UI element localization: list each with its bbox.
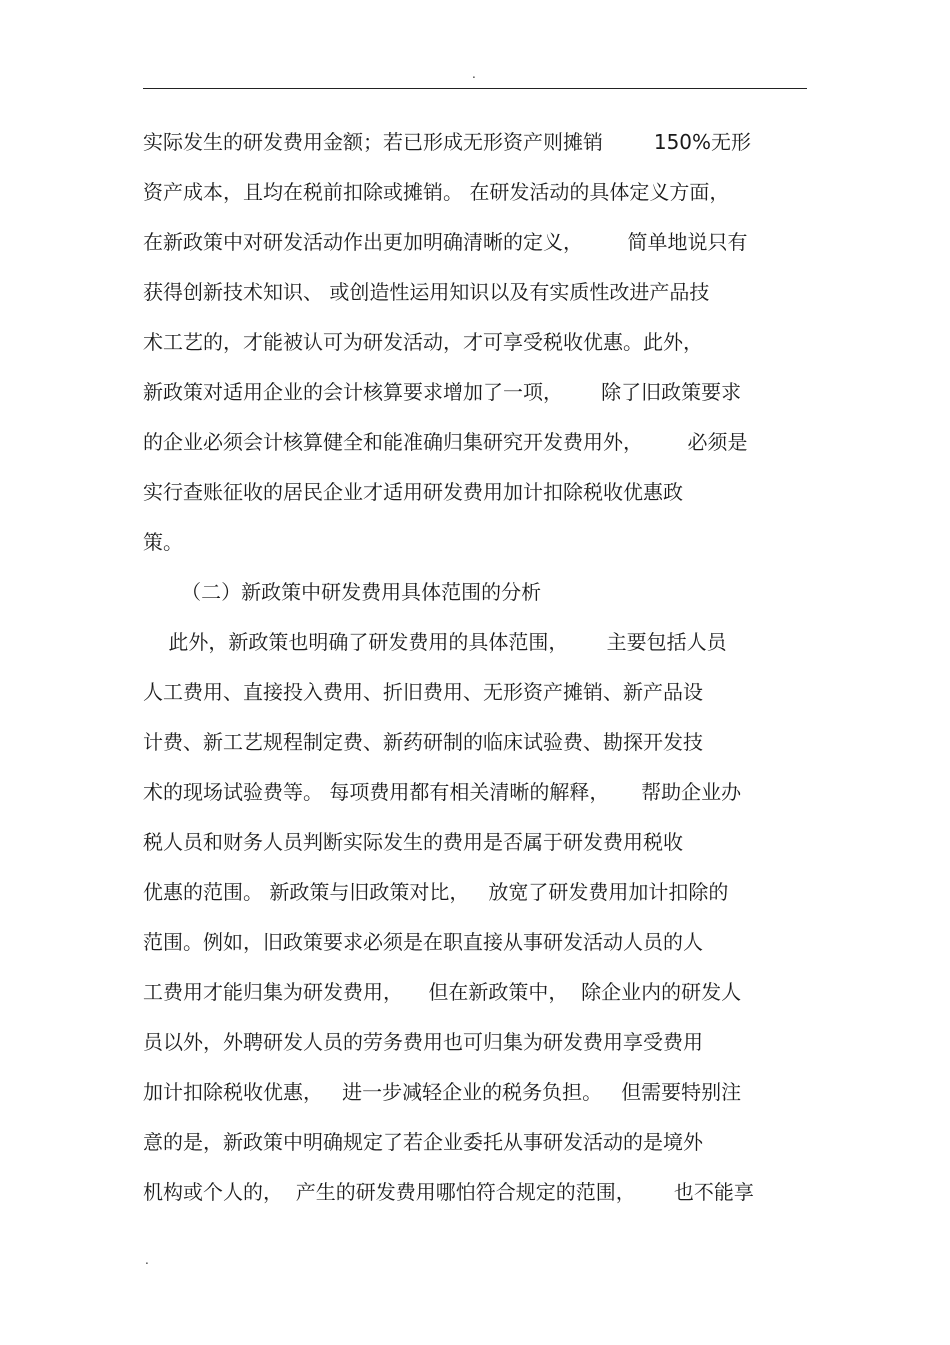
text-line: 的企业必须会计核算健全和能准确归集研究开发费用外， 必须是 xyxy=(143,430,748,454)
text-line: 此外，新政策也明确了研发费用的具体范围， 主要包括人员 xyxy=(143,630,727,654)
text-line: 术的现场试验费等。 每项费用都有相关清晰的解释， 帮助企业办 xyxy=(143,780,742,804)
text-line: 在新政策中对研发活动作出更加明确清晰的定义， 简单地说只有 xyxy=(143,230,748,254)
header-rule xyxy=(143,88,807,89)
text-line: 人工费用、直接投入费用、折旧费用、无形资产摊销、新产品设 xyxy=(143,680,703,704)
document-body xyxy=(143,117,813,1217)
text-line: 意的是，新政策中明确规定了若企业委托从事研发活动的是境外 xyxy=(143,1130,703,1154)
text-line: 税人员和财务人员判断实际发生的费用是否属于研发费用税收 xyxy=(143,830,683,854)
text-line: 优惠的范围。 新政策与旧政策对比， 放宽了研发费用加计扣除的 xyxy=(143,880,729,904)
text-line: 加计扣除税收优惠， 进一步减轻企业的税务负担。 但需要特别注 xyxy=(143,1080,742,1104)
text-line: 策。 xyxy=(143,530,183,554)
text-line: 范围。例如，旧政策要求必须是在职直接从事研发活动人员的人 xyxy=(143,930,703,954)
text-line: 计费、新工艺规程制定费、新药研制的临床试验费、勘探开发技 xyxy=(143,730,703,754)
footer-mark: . xyxy=(145,1253,149,1267)
text-line: 新政策对适用企业的会计核算要求增加了一项， 除了旧政策要求 xyxy=(143,380,742,404)
text-line: 工费用才能归集为研发费用， 但在新政策中， 除企业内的研发人 xyxy=(143,980,742,1004)
text-line: 实际发生的研发费用金额；若已形成无形资产则摊销 150%无形 xyxy=(143,130,752,154)
text-line: 员以外，外聘研发人员的劳务费用也可归集为研发费用享受费用 xyxy=(143,1030,703,1054)
text-line: 实行查账征收的居民企业才适用研发费用加计扣除税收优惠政 xyxy=(143,480,683,504)
text-line: 术工艺的，才能被认可为研发活动，才可享受税收优惠。此外， xyxy=(143,330,703,354)
text-line: 获得创新技术知识、 或创造性运用知识以及有实质性改进产品技 xyxy=(143,280,710,304)
section-heading: （二）新政策中研发费用具体范围的分析 xyxy=(143,580,542,604)
text-line: 资产成本，且均在税前扣除或摊销。 在研发活动的具体定义方面， xyxy=(143,180,730,204)
text-line: 机构或个人的， 产生的研发费用哪怕符合规定的范围， 也不能享 xyxy=(143,1180,754,1204)
header-mark: . xyxy=(472,67,476,81)
